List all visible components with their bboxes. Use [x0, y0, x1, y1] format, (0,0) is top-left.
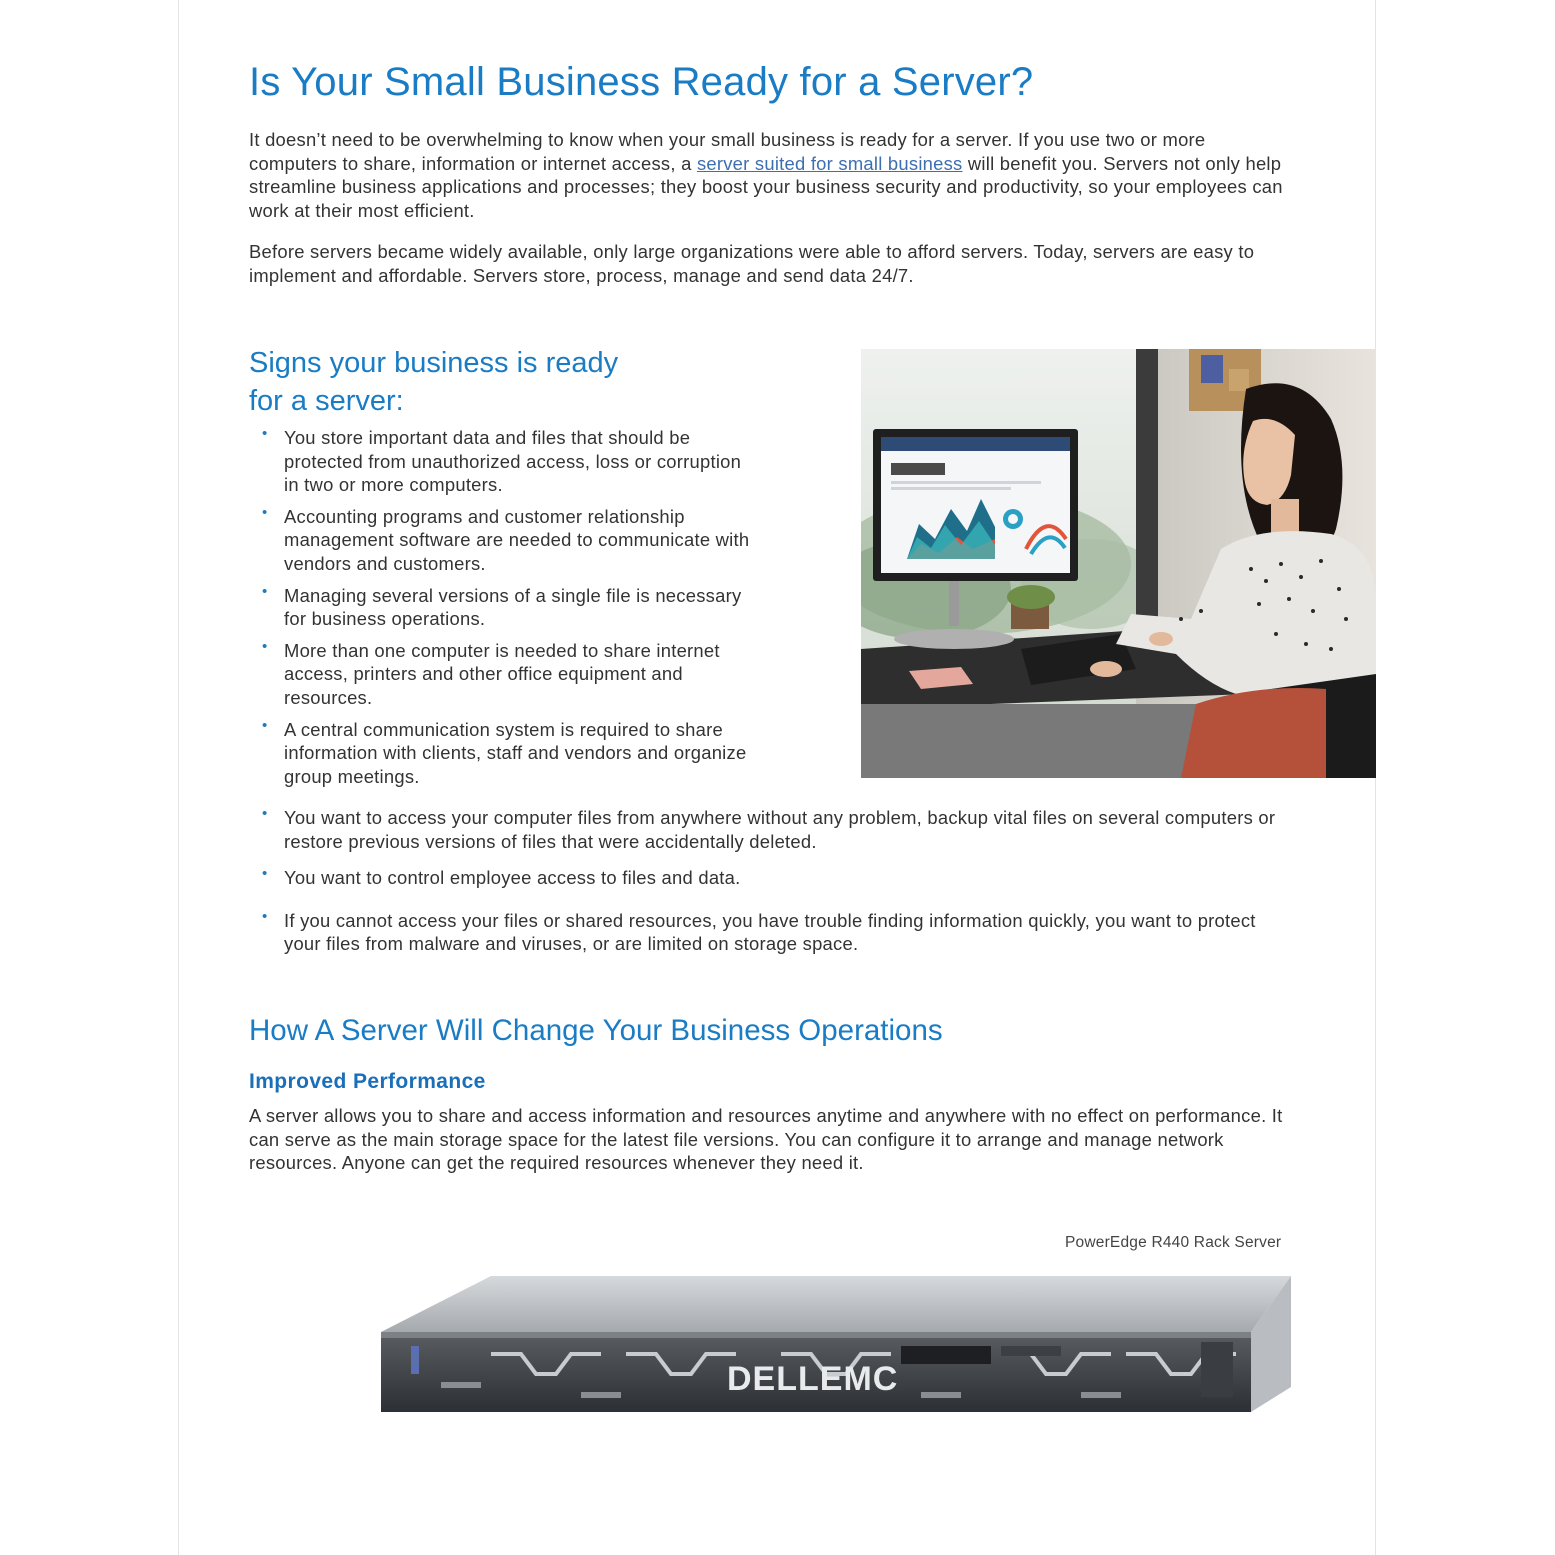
bullet-icon: •	[262, 503, 268, 521]
bullet-icon: •	[262, 425, 268, 442]
list-item	[249, 909, 1289, 956]
bullet-icon: •	[262, 907, 268, 925]
signs-heading-line-1: Signs your business is ready	[249, 347, 619, 379]
intro-paragraph-2: Before servers became widely available, only large organizations were able to afford servers. Today, servers are easy to implement and affordable. Servers store, process, manage and send data 24/7.	[249, 241, 1255, 286]
intro-text-before-link: It doesn’t need to be overwhelming to know when your small business is ready for a server. If you use two or more computers to share, information or internet access, a	[249, 129, 1206, 174]
improved-performance-subheading: Improved Performance	[249, 1070, 486, 1093]
list-item-text: Accounting programs and customer relationship management software are needed to communicate with vendors and customers.	[284, 505, 750, 574]
server-brand-logo: DELLEMC	[727, 1360, 899, 1398]
intro-paragraph-1	[249, 128, 1289, 222]
list-item-text: A central communication system is required to share information with clients, staff and vendors and organize group meetings.	[284, 718, 747, 787]
list-item	[249, 866, 1289, 890]
list-item-text: More than one computer is needed to share internet access, printers and other office equipment and resources.	[284, 639, 720, 708]
page-title: Is Your Small Business Ready for a Server?	[249, 60, 1034, 104]
signs-heading	[249, 344, 618, 420]
list-item-text: If you cannot access your files or shared resources, you have trouble finding information quickly, you want to protect your files from malware and viruses, or are limited on storage space.	[284, 909, 1256, 955]
bullet-icon: •	[262, 637, 268, 655]
bullet-icon: •	[262, 805, 268, 822]
list-item	[249, 639, 759, 710]
list-item-text: You want to control employee access to files and data.	[284, 867, 741, 889]
server-small-business-link[interactable]: server suited for small business	[696, 152, 963, 174]
list-item-text: You store important data and files that should be protected from unauthorized access, loss or corruption in two or more computers.	[284, 427, 742, 496]
bullet-icon: •	[262, 716, 268, 734]
bullet-icon: •	[262, 582, 268, 600]
list-item	[249, 426, 759, 497]
signs-list-wide	[249, 806, 1289, 956]
list-item	[249, 584, 759, 631]
server-image	[381, 1262, 1296, 1422]
document-page	[178, 0, 1376, 1555]
list-item	[249, 505, 759, 576]
list-item-text: Managing several versions of a single file is necessary for business operations.	[284, 584, 742, 630]
signs-heading-line-2: for a server:	[249, 385, 404, 417]
server-caption: PowerEdge R440 Rack Server	[1065, 1234, 1282, 1251]
intro-text-after-link: will benefit you. Servers not only help streamline business applications and processes; they boost your business security and productivity, so your employees can work at their most efficient.	[249, 152, 1283, 221]
signs-list-narrow	[249, 426, 759, 788]
list-item	[249, 718, 759, 789]
operations-paragraph: A server allows you to share and access information and resources anytime and anywhere with no effect on performance. It can serve as the main storage space for the latest file versions. You can configure it to arrange and manage network resources. Anyone can get the required resources whenever they need it.	[249, 1105, 1283, 1174]
office-photo	[861, 349, 1376, 778]
operations-heading: How A Server Will Change Your Business Operations	[249, 1014, 943, 1047]
rack-server-illustration	[381, 1262, 1296, 1422]
list-item	[249, 806, 1289, 853]
list-item-text: You want to access your computer files from anywhere without any problem, backup vital files on several computers or restore previous versions of files that were accidentally deleted.	[284, 807, 1276, 852]
office-photo-illustration	[861, 349, 1376, 778]
bullet-icon: •	[262, 865, 268, 883]
